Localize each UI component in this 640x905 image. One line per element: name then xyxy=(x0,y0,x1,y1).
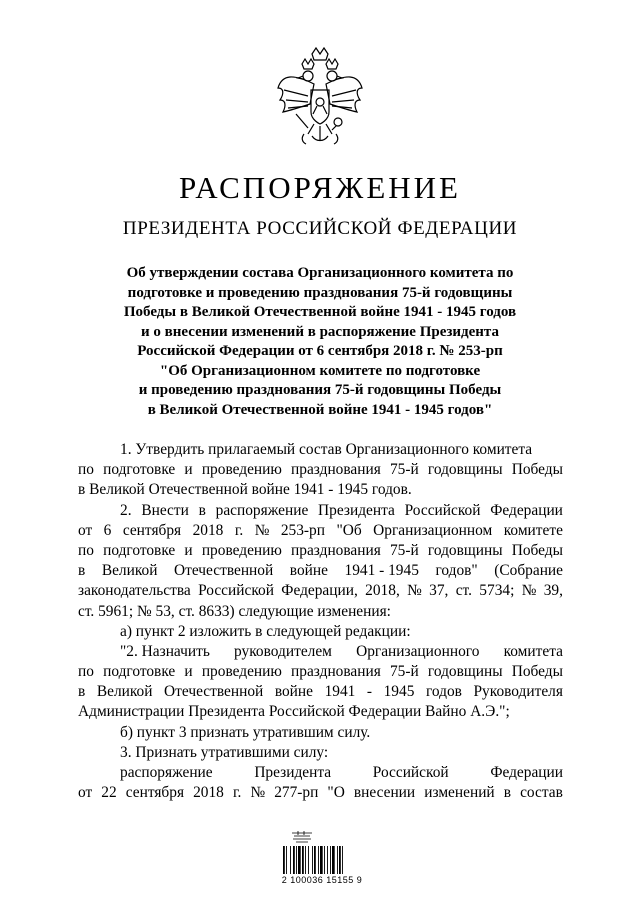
document-issuer: ПРЕЗИДЕНТА РОССИЙСКОЙ ФЕДЕРАЦИИ xyxy=(122,218,518,239)
barcode-bar xyxy=(314,846,316,874)
line-word: 1. Утвердить прилагаемый состав Организационного комитета xyxy=(120,441,533,458)
line-word: от xyxy=(78,521,93,539)
printer-mark-icon xyxy=(290,830,314,844)
line-word: б) пункт 3 признать утратившим силу. xyxy=(120,723,371,741)
title-line: и о внесении изменений в распоряжение Президента xyxy=(141,323,499,340)
line-word: в xyxy=(78,683,86,701)
barcode-bar xyxy=(286,846,287,874)
line-word: 6 xyxy=(103,521,112,539)
russian-coat-of-arms-icon xyxy=(274,44,366,154)
line-word: ст. xyxy=(455,582,472,600)
line-word: 3. Признать утратившими силу: xyxy=(120,743,329,761)
barcode-bar xyxy=(320,846,323,874)
line-word: 277-рп xyxy=(274,784,319,802)
line-word: распоряжение xyxy=(120,764,213,781)
line-word: и xyxy=(184,663,193,681)
line-word: руководителем xyxy=(234,642,332,660)
barcode-bar xyxy=(342,846,343,874)
line-word: "Об xyxy=(336,521,362,539)
line-word: по xyxy=(78,663,94,681)
barcode-bar xyxy=(290,846,291,874)
line-word: годов xyxy=(425,683,462,701)
line-word: 2. xyxy=(120,501,132,519)
line-word: годовщины xyxy=(427,461,503,479)
title-line: Победы в Великой Отечественной войне 1941 - 1945 годов xyxy=(123,304,517,320)
line-word: и xyxy=(184,541,193,559)
line-word: Российской xyxy=(404,501,481,519)
paragraph-line xyxy=(78,581,563,601)
paragraph-line xyxy=(78,783,563,803)
line-word: 2018, xyxy=(365,582,400,600)
line-word: 2018 xyxy=(193,784,224,802)
line-word: Внести xyxy=(141,501,189,519)
paragraph-line xyxy=(78,682,563,702)
line-word: проведению xyxy=(201,541,282,559)
barcode-bar xyxy=(312,846,313,874)
line-word: от xyxy=(78,784,93,802)
line-word: распоряжение xyxy=(215,501,309,519)
line-word: 75-й xyxy=(389,541,419,559)
line-word: № xyxy=(250,784,266,802)
line-word: № xyxy=(254,521,270,539)
line-word: годовщины xyxy=(427,663,503,681)
line-word: годов" xyxy=(435,562,478,580)
line-word: Федерации xyxy=(490,501,563,519)
line-word: Федерации, xyxy=(281,582,358,600)
line-word: войне xyxy=(289,562,328,580)
line-word: 2018 xyxy=(192,521,224,539)
line-word: 37, xyxy=(429,582,449,600)
line-word: № xyxy=(407,582,422,600)
line-word: проведению xyxy=(201,663,282,681)
line-word: "2. Назначить xyxy=(120,642,210,660)
line-word: в Великой Отечественной войне 1941 - 1945 годов. xyxy=(78,481,412,499)
document-title xyxy=(90,264,550,420)
title-line: в Великой Отечественной войне 1941 - 1945 годов" xyxy=(147,401,493,418)
line-word: внесении xyxy=(353,784,416,802)
document-body xyxy=(78,440,563,803)
line-word: 1941 - 1945 xyxy=(344,562,419,580)
line-word: "О xyxy=(327,784,345,802)
line-word: 5734; xyxy=(479,582,515,600)
barcode-bar xyxy=(339,846,341,874)
line-word: в xyxy=(78,562,86,580)
line-word: г. xyxy=(234,521,244,539)
line-word: празднования xyxy=(291,541,381,559)
barcode-bar xyxy=(330,846,331,874)
paragraph-line xyxy=(78,763,563,783)
line-word: подготовке xyxy=(103,663,176,681)
line-word: Российской xyxy=(198,582,274,600)
title-line: и проведению празднования 75-й годовщины Победы xyxy=(138,382,502,398)
paragraph-line xyxy=(78,642,563,662)
line-word: комитета xyxy=(503,642,563,660)
line-word: Отечественной xyxy=(164,683,264,701)
line-word: сентября xyxy=(122,521,182,539)
line-word: в xyxy=(198,501,206,519)
title-line: Российской Федерации от 6 сентября 2018 г. № 253-рп xyxy=(137,343,503,359)
line-word: Президента xyxy=(254,764,332,781)
line-word: по xyxy=(78,461,94,479)
line-word: Великой xyxy=(96,683,153,701)
line-word: празднования xyxy=(291,461,381,479)
title-line: "Об Организационном комитете по подготовке xyxy=(159,362,481,379)
line-word: войне xyxy=(274,683,313,701)
barcode-number: 2 100036 15155 9 xyxy=(281,875,363,885)
paragraph-line xyxy=(78,662,563,682)
line-word: подготовке xyxy=(103,541,176,559)
barcode-bar xyxy=(332,846,335,874)
barcode-icon xyxy=(282,846,362,874)
line-word: подготовке xyxy=(103,461,176,479)
paragraph-line xyxy=(78,561,563,581)
barcode-bar xyxy=(305,846,306,874)
line-word: 75-й xyxy=(389,461,419,479)
paragraph-line xyxy=(78,622,563,642)
line-word: сентября xyxy=(125,784,185,802)
barcode-bar xyxy=(324,846,325,874)
barcode-bar xyxy=(296,846,297,874)
barcode-bar xyxy=(293,846,295,874)
barcode-bar xyxy=(308,846,309,874)
line-word: проведению xyxy=(201,461,282,479)
line-word: Администрации Президента Российской Федерации Вайно А.Э."; xyxy=(78,703,510,721)
line-word: 1945 xyxy=(383,683,415,701)
paragraph-line xyxy=(78,480,563,500)
line-word: в xyxy=(503,784,512,802)
line-word: (Собрание xyxy=(494,562,563,580)
line-word: законодательства xyxy=(78,582,191,600)
line-word: годовщины xyxy=(427,541,503,559)
title-line: подготовке и проведению празднования 75-й годовщины xyxy=(127,284,513,301)
barcode-bar xyxy=(327,846,328,874)
line-word: Российской xyxy=(372,764,449,781)
title-line: Об утверждении состава Организационного комитета по xyxy=(126,265,514,281)
line-word: а) пункт 2 изложить в следующей редакции: xyxy=(120,622,411,640)
paragraph-line xyxy=(78,460,563,480)
paragraph-line xyxy=(78,723,563,743)
line-word: г. xyxy=(232,784,242,802)
paragraph-line xyxy=(78,541,563,561)
line-word: празднования xyxy=(291,663,381,681)
barcode-bar xyxy=(337,846,338,874)
line-word: изменений xyxy=(424,784,495,802)
line-word: 22 xyxy=(101,784,117,802)
line-word: Победы xyxy=(511,461,563,479)
line-word: Президента xyxy=(318,501,395,519)
line-word: 1941 xyxy=(324,683,356,701)
paragraph-line xyxy=(78,501,563,521)
paragraph-line xyxy=(78,702,563,722)
barcode-bar xyxy=(298,846,301,874)
barcode-bar xyxy=(318,846,319,874)
line-word: Победы xyxy=(511,663,563,681)
line-word: состав xyxy=(520,784,563,802)
line-word: ст. 5961; № 53, ст. 8633) следующие изменения: xyxy=(78,602,391,620)
line-word: Победы xyxy=(511,541,563,559)
line-word: Великой xyxy=(101,562,158,580)
barcode-block xyxy=(282,830,362,890)
line-word: комитете xyxy=(503,521,563,539)
line-word: 253-рп xyxy=(280,521,325,539)
line-word: по xyxy=(78,541,94,559)
paragraph-line xyxy=(78,440,563,460)
line-word: Организационного xyxy=(356,642,480,660)
paragraph-line xyxy=(78,521,563,541)
paragraph-line xyxy=(78,602,563,622)
line-word: - xyxy=(366,683,373,701)
document-type: РАСПОРЯЖЕНИЕ xyxy=(179,170,461,205)
line-word: № xyxy=(521,582,537,600)
line-word: Руководителя xyxy=(473,683,563,701)
line-word: 39, xyxy=(543,582,563,600)
barcode-bar xyxy=(283,846,285,874)
line-word: Федерации xyxy=(490,764,563,781)
barcode-bar xyxy=(302,846,304,874)
line-word: 75-й xyxy=(389,663,419,681)
line-word: и xyxy=(184,461,193,479)
paragraph-line xyxy=(78,743,563,763)
line-word: Организационном xyxy=(373,521,493,539)
line-word: Отечественной xyxy=(174,562,274,580)
